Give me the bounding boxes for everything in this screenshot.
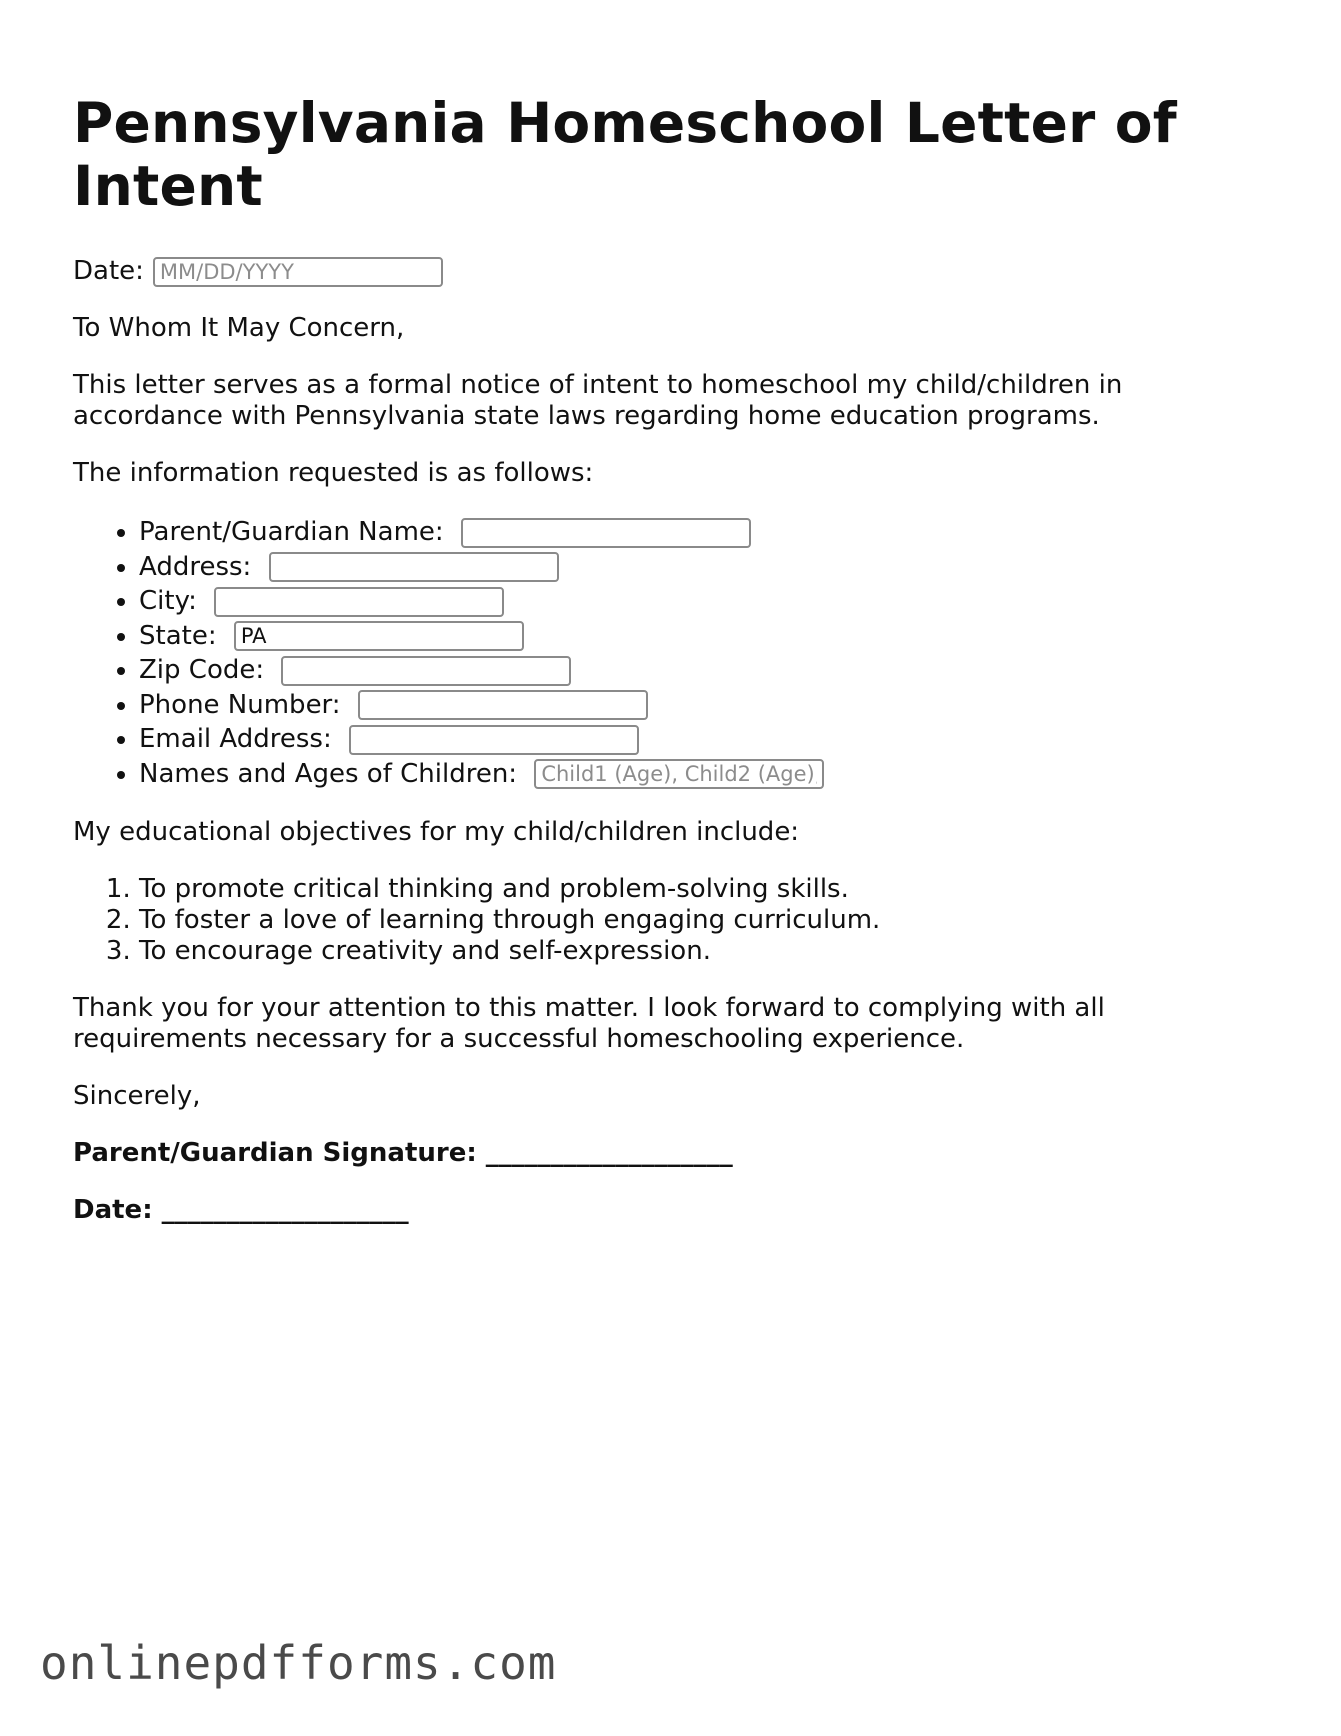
list-item <box>139 688 1223 723</box>
parent-name-label: Parent/Guardian Name: <box>139 517 444 547</box>
objectives-list <box>73 874 1223 967</box>
parent-name-input[interactable] <box>461 518 751 548</box>
email-address-label: Email Address: <box>139 724 332 754</box>
list-item: 3. To encourage creativity and self-expression. <box>139 936 1223 967</box>
list-item: 2. To foster a love of learning through engaging curriculum. <box>139 905 1223 936</box>
objectives-intro: My educational objectives for my child/children include: <box>73 817 800 847</box>
list-item <box>139 515 1223 550</box>
email-address-input[interactable] <box>349 725 639 755</box>
closing-paragraph: Thank you for your attention to this matter. I look forward to complying with all requirements necessary for a successful homeschooling experience. <box>73 993 1105 1054</box>
list-item <box>139 757 1223 792</box>
page-title: Pennsylvania Homeschool Letter of Intent <box>73 91 1177 218</box>
list-item <box>139 722 1223 757</box>
watermark: onlinepdfforms.com <box>40 1636 557 1690</box>
phone-number-input[interactable] <box>358 690 648 720</box>
children-names-ages-input[interactable] <box>534 759 824 789</box>
phone-number-label: Phone Number: <box>139 689 341 720</box>
signature-date-line: Date: ___________________ <box>73 1195 409 1225</box>
children-names-ages-label: Names and Ages of Children: <box>139 758 518 789</box>
intro-paragraph: This letter serves as a formal notice of intent to homeschool my child/children in accordance with Pennsylvania state laws regarding home education programs. <box>73 370 1123 431</box>
state-input[interactable] <box>234 621 524 651</box>
city-input[interactable] <box>214 587 504 617</box>
info-field-list <box>73 515 1223 791</box>
zip-code-label: Zip Code: <box>139 655 265 685</box>
state-label: State: <box>139 620 217 651</box>
date-row <box>73 256 1223 287</box>
list-item: 1. To promote critical thinking and problem-solving skills. <box>139 874 1223 905</box>
date-input[interactable] <box>153 257 443 287</box>
letter-page <box>73 92 1223 1252</box>
list-item <box>139 653 1223 688</box>
signature-line: Parent/Guardian Signature: ___________________ <box>73 1138 733 1168</box>
address-input[interactable] <box>269 552 559 582</box>
list-item <box>139 550 1223 585</box>
list-item <box>139 619 1223 654</box>
list-item <box>139 584 1223 619</box>
date-label: Date: <box>73 256 144 286</box>
info-intro: The information requested is as follows: <box>73 458 594 488</box>
address-label: Address: <box>139 551 252 582</box>
salutation: To Whom It May Concern, <box>73 313 405 343</box>
zip-code-input[interactable] <box>281 656 571 686</box>
city-label: City: <box>139 586 197 616</box>
sign-off: Sincerely, <box>73 1081 201 1111</box>
